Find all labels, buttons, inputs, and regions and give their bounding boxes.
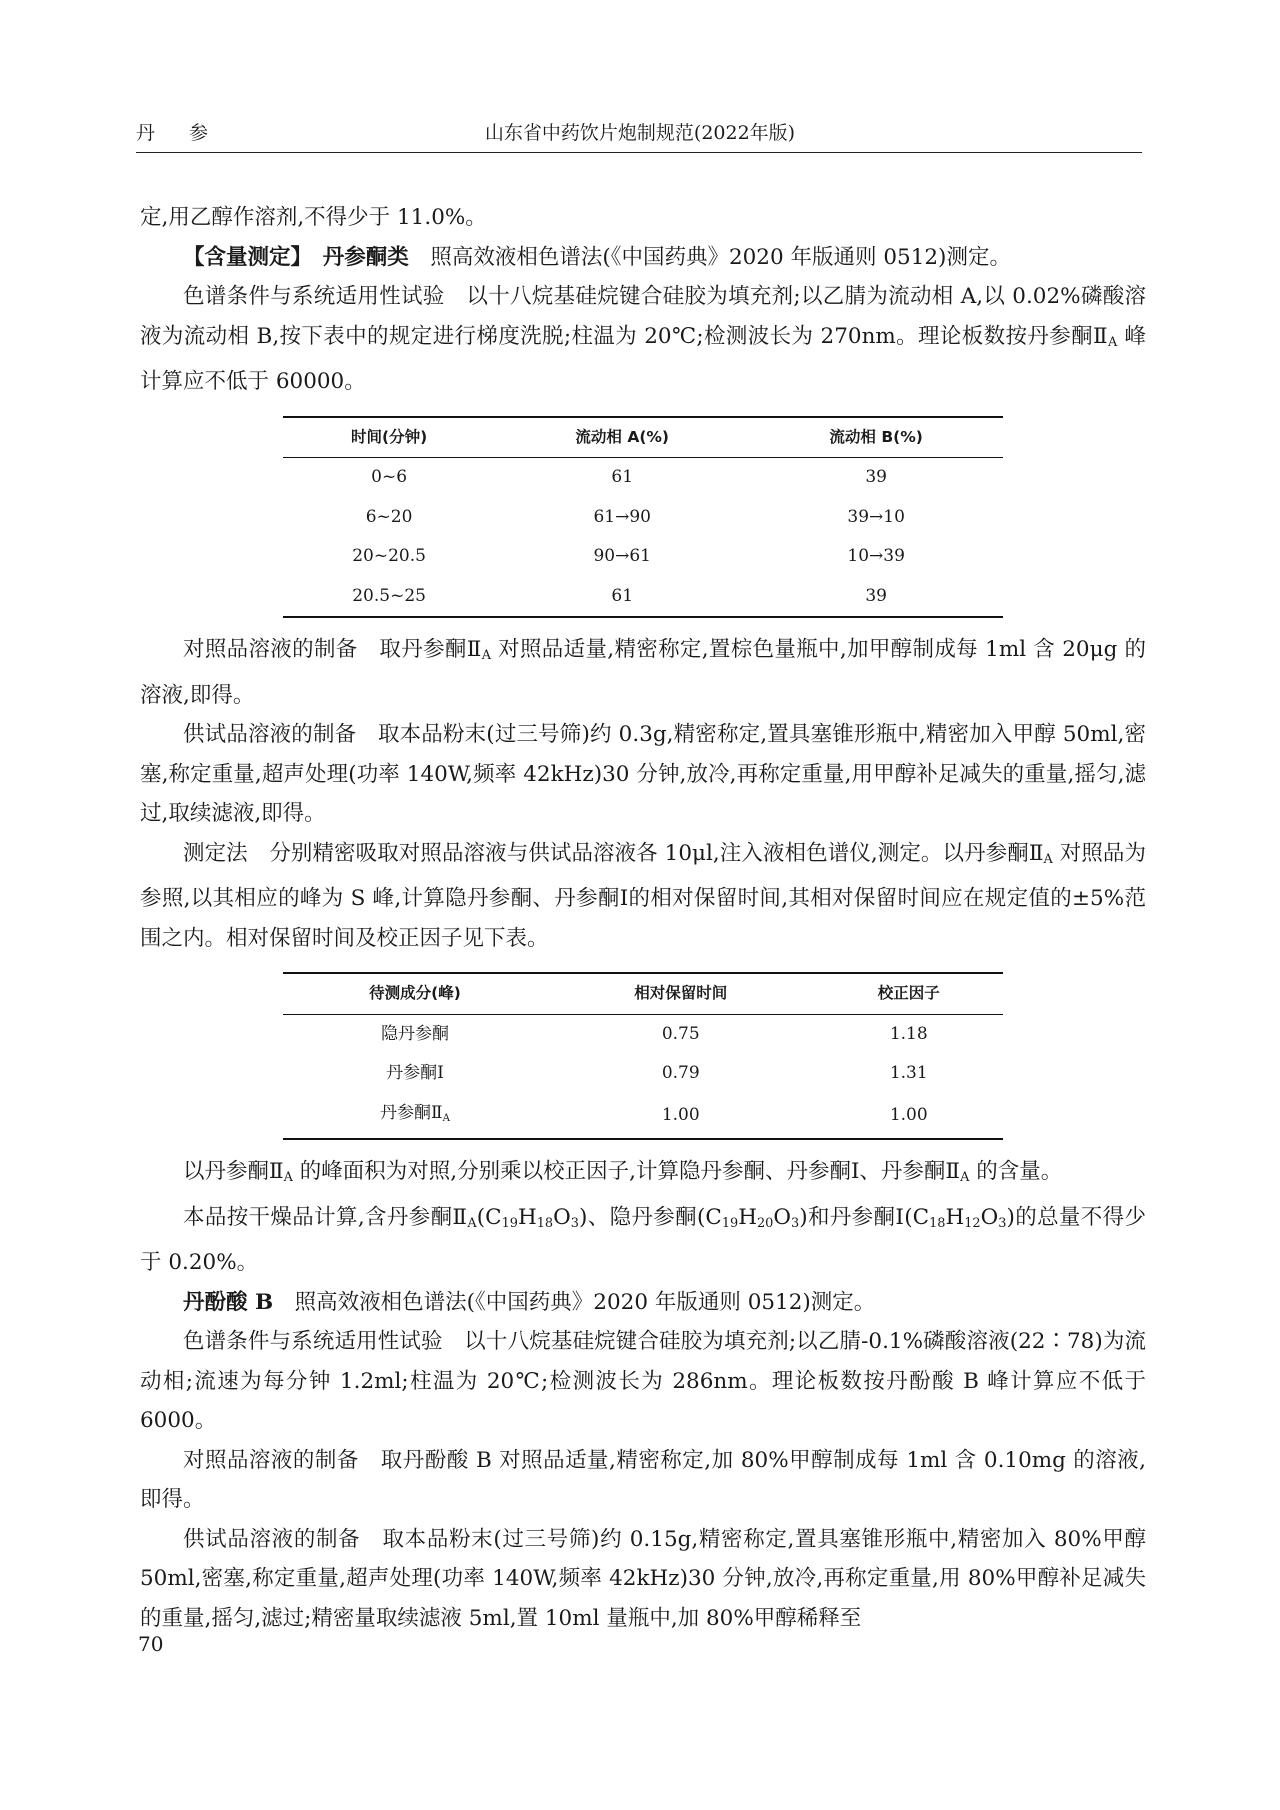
table-cell: 1.18 <box>889 1023 928 1044</box>
text: 的峰面积为对照,分别乘以校正因子,计算隐丹参酮、丹参酮Ⅰ、丹参酮Ⅱ <box>292 1159 961 1184</box>
table-row <box>283 1054 1003 1094</box>
paragraph-chromatographic-conditions-2: 色谱条件与系统适用性试验 以十八烷基硅烷键合硅胶为填充剂;以乙腈-0.1%磷酸溶液(22∶78)为流动相;流速为每分钟 1.2ml;柱温为 20℃;检测波长为 286nm。理论板数按丹酚酸 B 峰计算应不低于 6000。 <box>140 1329 1146 1433</box>
gradient-table <box>283 416 1003 619</box>
subscript: 20 <box>756 1215 774 1231</box>
text: 的含量。 <box>969 1159 1063 1184</box>
table-row <box>283 577 1003 618</box>
table-cell: 1.00 <box>814 1094 1003 1140</box>
table-cell: 61→90 <box>593 506 651 527</box>
paragraph-reference-solution <box>140 630 1146 715</box>
subscript: 3 <box>570 1215 579 1231</box>
subscript: 3 <box>998 1215 1007 1231</box>
table-cell: 丹参酮Ⅰ <box>386 1063 444 1083</box>
subscript: 12 <box>964 1215 981 1231</box>
subscript: A <box>1043 851 1053 867</box>
page-number: 70 <box>138 1632 164 1656</box>
text: 测定法 分别精密吸取对照品溶液与供试品溶液各 10μl,注入液相色谱仪,测定。以丹参酮Ⅱ <box>183 840 1044 866</box>
text: 对照品溶液的制备 取丹参酮Ⅱ <box>183 637 482 662</box>
text: )、隐丹参酮(C <box>578 1204 722 1230</box>
table-cell: 61 <box>495 577 749 618</box>
subscript: 3 <box>791 1215 800 1231</box>
header-divider <box>136 152 1142 153</box>
table-row <box>283 1014 1003 1054</box>
table-cell: 隐丹参酮 <box>381 1023 450 1044</box>
subscript: A <box>283 1170 293 1185</box>
table-cell: 90→61 <box>593 546 651 566</box>
subscript: A <box>481 648 491 663</box>
column-header: 时间(分钟) <box>283 417 495 458</box>
paragraph-content-assay <box>140 238 1146 278</box>
retention-factor-table <box>283 972 1003 1140</box>
table-cell: 0.79 <box>661 1063 700 1083</box>
text: (C <box>476 1204 502 1230</box>
column-header: 校正因子 <box>814 973 1003 1014</box>
table-cell: 1.31 <box>889 1063 928 1083</box>
table-cell: 20~20.5 <box>352 546 426 566</box>
table-cell <box>283 1094 547 1140</box>
subscript: A <box>1107 334 1118 350</box>
table-header-row <box>283 417 1003 458</box>
column-header: 待测成分(峰) <box>283 973 547 1014</box>
table-cell: 0.75 <box>661 1023 700 1044</box>
table-row <box>283 537 1003 577</box>
paragraph-test-solution: 供试品溶液的制备 取本品粉末(过三号筛)约 0.3g,精密称定,置具塞锥形瓶中,精密加入甲醇 50ml,密塞,称定重量,超声处理(功率 140W,频率 42kHz)30 分钟,放冷,再称定重量,用甲醇补足减失的重量,摇匀,滤过,取续滤液,即得。 <box>140 722 1146 826</box>
running-header-section: 丹 参 <box>136 122 223 144</box>
page-body <box>140 198 1146 1638</box>
paragraph-calculation <box>140 1152 1146 1198</box>
table-row <box>283 458 1003 498</box>
table-row <box>283 1094 1003 1140</box>
running-header-title: 山东省中药饮片炮制规范(2022年版) <box>484 122 796 144</box>
text: 对照品适量,精密称定,置棕色量瓶中,加甲醇制成每 1ml 含 20μg 的溶液,即得。 <box>140 637 1146 708</box>
table-cell: 1.00 <box>547 1094 814 1140</box>
table-header-row <box>283 973 1003 1014</box>
section-label-assay: 【含量测定】 <box>183 244 302 270</box>
table-cell: 39 <box>865 467 887 487</box>
table-cell: 10→39 <box>847 546 905 566</box>
conditions-tail: 峰计算应不低于 60000。 <box>140 323 1146 394</box>
subscript: A <box>467 1215 477 1231</box>
paragraph-salvianolic-acid <box>140 1283 1146 1323</box>
column-header: 相对保留时间 <box>547 973 814 1014</box>
text: 本品按干燥品计算,含丹参酮Ⅱ <box>183 1204 468 1230</box>
paragraph-chromatographic-conditions <box>140 277 1146 402</box>
paragraph-continuation: 定,用乙醇作溶剂,不得少于 11.0%。 <box>140 205 487 230</box>
subscript: 18 <box>536 1215 554 1231</box>
table-cell: 39 <box>749 577 1003 618</box>
subscript: A <box>960 1170 970 1185</box>
subscript: A <box>442 1112 450 1124</box>
subsection-label-tanshinones: 丹参酮类 <box>322 244 409 270</box>
text: )和丹参酮Ⅰ(C <box>799 1204 930 1230</box>
subscript: 19 <box>501 1215 518 1231</box>
text: 以丹参酮Ⅱ <box>183 1159 284 1184</box>
paragraph-reference-solution-2: 对照品溶液的制备 取丹酚酸 B 对照品适量,精密称定,加 80%甲醇制成每 1ml 含 0.10mg 的溶液,即得。 <box>140 1447 1146 1512</box>
table-row <box>283 498 1003 538</box>
text: 照高效液相色谱法(《中国药典》2020 年版通则 0512)测定。 <box>273 1289 876 1315</box>
table-cell: 39→10 <box>847 506 905 527</box>
text: )的总量不得少于 0.20%。 <box>140 1204 1146 1275</box>
paragraph-test-solution-2: 供试品溶液的制备 取本品粉末(过三号筛)约 0.15g,精密称定,置具塞锥形瓶中,精密加入 80%甲醇 50ml,密塞,称定重量,超声处理(功率 140W,频率 42kHz)30 分钟,放冷,再称定重量,用 80%甲醇补足减失的重量,摇匀,滤过;精密量取续滤液 5ml,置 10ml 量瓶中,加 80%甲醇稀释至 <box>140 1526 1146 1631</box>
subscript: 18 <box>929 1215 946 1231</box>
assay-method-text: 照高效液相色谱法(《中国药典》2020 年版通则 0512)测定。 <box>430 244 1011 270</box>
table-cell: 0~6 <box>371 467 408 487</box>
cell-text: 丹参酮Ⅱ <box>380 1102 443 1123</box>
text: 对照品为参照,以其相应的峰为 S 峰,计算隐丹参酮、丹参酮Ⅰ的相对保留时间,其相对保留时间应在规定值的±5%范围之内。相对保留时间及校正因子见下表。 <box>140 840 1146 951</box>
paragraph-procedure <box>140 834 1146 959</box>
column-header: 流动相 B(%) <box>749 417 1003 458</box>
conditions-text: 色谱条件与系统适用性试验 以十八烷基硅烷键合硅胶为填充剂;以乙腈为流动相 A,以 0.02%磷酸溶液为流动相 B,按下表中的规定进行梯度洗脱;柱温为 20℃;检测波长为 270nm。理论板数按丹参酮Ⅱ <box>140 284 1146 349</box>
subscript: 19 <box>721 1215 739 1231</box>
column-header: 流动相 A(%) <box>495 417 749 458</box>
table-cell: 20.5~25 <box>283 577 495 618</box>
subsection-label-salvianolic-acid-b: 丹酚酸 B <box>183 1289 274 1315</box>
table-cell: 61 <box>611 467 634 487</box>
table-cell: 6~20 <box>365 506 413 527</box>
paragraph-content-limit: 本品按干燥品计算,含丹参酮$Ⅱ_A(C_{19}H_{18}O_3)$、隐丹参酮$(C_{19}H_{20}O_3)$和丹参酮$Ⅰ(C_{18}H_{12}O_3)$的总量不得少于 0.20%。 <box>140 1204 1146 1275</box>
